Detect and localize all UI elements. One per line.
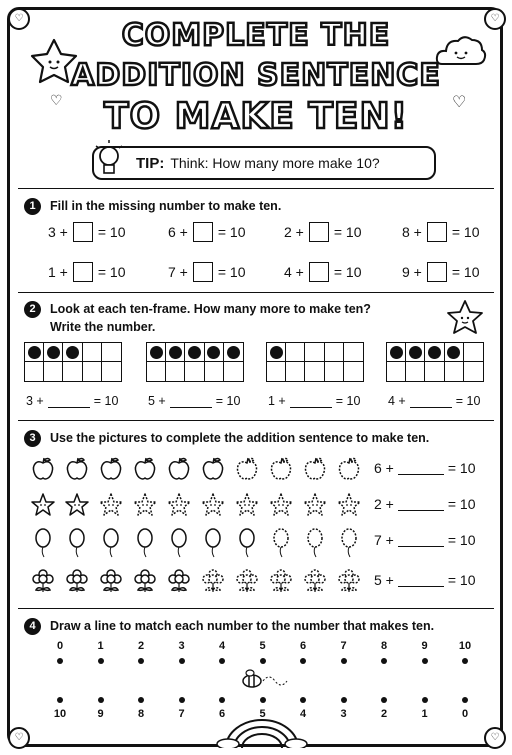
balloon-icon	[98, 528, 124, 554]
equation-left: 3 +	[48, 224, 68, 240]
bee-icon	[236, 668, 296, 692]
counter-dot	[47, 346, 60, 359]
ten-frame-cell	[344, 362, 363, 381]
balloon-icon	[132, 528, 158, 554]
ten-frame-cell	[44, 362, 63, 381]
star-icon	[166, 492, 192, 518]
equation-item	[48, 262, 126, 282]
ten-frame-cell	[83, 362, 102, 381]
equation-right: = 10	[215, 394, 241, 408]
ten-frame-cell	[445, 343, 464, 362]
top-number: 2	[137, 640, 145, 652]
section-divider	[18, 420, 494, 421]
question-number: 1	[24, 198, 41, 215]
top-number: 4	[218, 640, 226, 652]
ten-frame-cell	[267, 343, 286, 362]
match-dot[interactable]	[422, 697, 428, 703]
corner-heart-icon: ♡	[8, 727, 30, 749]
match-dot[interactable]	[138, 697, 144, 703]
ten-frame-cell	[63, 343, 82, 362]
match-dot[interactable]	[260, 658, 266, 664]
match-dot[interactable]	[462, 658, 468, 664]
counter-dot	[150, 346, 163, 359]
equation-item	[168, 222, 246, 242]
ten-frame-cell	[102, 362, 121, 381]
apple-icon	[268, 456, 294, 482]
apple-icon	[302, 456, 328, 482]
flower-icon	[268, 568, 294, 594]
counter-dot	[207, 346, 220, 359]
answer-line[interactable]	[170, 395, 212, 408]
ten-frame-cell	[205, 343, 224, 362]
heart-icon: ♡	[50, 92, 63, 108]
answer-line[interactable]	[48, 395, 90, 408]
bottom-number: 9	[97, 708, 104, 720]
ten-frame-cell	[267, 362, 286, 381]
apple-icon	[336, 456, 362, 482]
ten-frame-cell	[425, 343, 444, 362]
equation-item	[284, 222, 362, 242]
balloon-icon	[336, 528, 362, 554]
answer-box[interactable]	[427, 222, 447, 242]
star-icon	[336, 492, 362, 518]
answer-box[interactable]	[73, 222, 93, 242]
equation-right: = 10	[335, 394, 361, 408]
bottom-number: 2	[380, 708, 388, 720]
match-dot[interactable]	[422, 658, 428, 664]
corner-heart-icon: ♡	[484, 727, 506, 749]
equation-left: 3 +	[26, 394, 44, 408]
match-dot[interactable]	[219, 658, 225, 664]
top-number: 7	[340, 640, 347, 652]
top-number: 3	[178, 640, 185, 652]
equation-left: 6 +	[374, 460, 394, 476]
answer-line[interactable]	[290, 395, 332, 408]
equation-item	[402, 262, 480, 282]
ten-frame-cell	[63, 362, 82, 381]
bottom-number: 0	[461, 708, 469, 720]
counter-dot	[227, 346, 240, 359]
ten-frame-cell	[305, 362, 324, 381]
flower-icon	[200, 568, 226, 594]
title-line-2: ADDITION SENTENCE	[71, 58, 441, 93]
ten-frame	[386, 342, 484, 382]
counter-dot	[409, 346, 422, 359]
star-icon	[302, 492, 328, 518]
counter-dot	[447, 346, 460, 359]
match-dot[interactable]	[260, 697, 266, 703]
title-line-3: TO MAKE TEN!	[103, 96, 409, 137]
ten-frame-cell	[286, 343, 305, 362]
equation-right: = 10	[97, 264, 126, 280]
equation-item	[284, 262, 362, 282]
answer-box[interactable]	[193, 222, 213, 242]
equation-right: = 10	[451, 264, 480, 280]
equation-right: = 10	[451, 224, 480, 240]
equation-item	[268, 394, 360, 408]
smiling-star-icon	[444, 298, 486, 336]
ten-frame-cell	[147, 343, 166, 362]
balloon-icon	[64, 528, 90, 554]
star-icon	[132, 492, 158, 518]
question-number: 4	[24, 618, 41, 635]
answer-box[interactable]	[193, 262, 213, 282]
flower-icon	[98, 568, 124, 594]
ten-frame	[266, 342, 364, 382]
equation-left: 6 +	[168, 224, 188, 240]
question-number: 2	[24, 301, 41, 318]
top-number: 1	[97, 640, 104, 652]
apple-icon	[98, 456, 124, 482]
balloon-icon	[234, 528, 260, 554]
ten-frame-cell	[464, 343, 483, 362]
star-icon	[200, 492, 226, 518]
equation-left: 8 +	[402, 224, 422, 240]
equation-right: = 10	[455, 394, 481, 408]
bottom-number: 10	[53, 708, 67, 720]
ten-frame-cell	[83, 343, 102, 362]
equation-left: 1 +	[48, 264, 68, 280]
equation-left: 2 +	[284, 224, 304, 240]
ten-frame-cell	[425, 362, 444, 381]
answer-box[interactable]	[309, 222, 329, 242]
top-number: 0	[56, 640, 64, 652]
match-dot[interactable]	[300, 658, 306, 664]
equation-left: 5 +	[148, 394, 166, 408]
title-line-1: COMPLETE THE	[121, 18, 391, 53]
ten-frame-cell	[305, 343, 324, 362]
ten-frame-cell	[224, 343, 243, 362]
ten-frame-cell	[387, 362, 406, 381]
answer-line[interactable]	[398, 574, 444, 587]
bottom-number: 7	[178, 708, 185, 720]
apple-icon	[64, 456, 90, 482]
ten-frame-cell	[147, 362, 166, 381]
corner-heart-icon: ♡	[8, 8, 30, 30]
section-divider	[18, 292, 494, 293]
question-instruction: Look at each ten-frame. How many more to make ten?	[50, 302, 371, 316]
counter-dot	[28, 346, 41, 359]
ten-frame-cell	[102, 343, 121, 362]
star-icon	[98, 492, 124, 518]
equation-left: 2 +	[374, 496, 394, 512]
equation-left: 4 +	[284, 264, 304, 280]
answer-line[interactable]	[398, 462, 444, 475]
equation-right: = 10	[93, 394, 119, 408]
flower-icon	[30, 568, 56, 594]
ten-frame-cell	[344, 343, 363, 362]
question-instruction: Write the number.	[50, 320, 156, 334]
equation-item	[374, 496, 476, 512]
equation-left: 9 +	[402, 264, 422, 280]
counter-dot	[428, 346, 441, 359]
top-number: 9	[421, 640, 428, 652]
apple-icon	[166, 456, 192, 482]
equation-right: = 10	[447, 532, 476, 548]
equation-left: 7 +	[374, 532, 394, 548]
flower-icon	[132, 568, 158, 594]
bottom-number: 8	[137, 708, 145, 720]
top-number: 5	[259, 640, 266, 652]
ten-frame	[24, 342, 122, 382]
bottom-number: 5	[259, 708, 266, 720]
corner-heart-icon: ♡	[484, 8, 506, 30]
flower-icon	[166, 568, 192, 594]
ten-frame-cell	[224, 362, 243, 381]
ten-frame-cell	[166, 343, 185, 362]
apple-icon	[234, 456, 260, 482]
ten-frame-cell	[205, 362, 224, 381]
equation-item	[374, 460, 476, 476]
equation-right: = 10	[447, 496, 476, 512]
match-dot[interactable]	[138, 658, 144, 664]
equation-right: = 10	[333, 264, 362, 280]
equation-right: = 10	[447, 460, 476, 476]
ten-frame-cell	[185, 343, 204, 362]
equation-item	[374, 572, 476, 588]
bottom-number: 1	[421, 708, 428, 720]
equation-right: = 10	[217, 264, 246, 280]
balloon-icon	[200, 528, 226, 554]
equation-right: = 10	[333, 224, 362, 240]
star-icon	[64, 492, 90, 518]
equation-right: = 10	[97, 224, 126, 240]
equation-left: 7 +	[168, 264, 188, 280]
answer-line[interactable]	[398, 534, 444, 547]
apple-icon	[200, 456, 226, 482]
ten-frame-cell	[406, 362, 425, 381]
match-dot[interactable]	[179, 697, 185, 703]
flower-icon	[234, 568, 260, 594]
star-icon	[30, 492, 56, 518]
flower-icon	[302, 568, 328, 594]
counter-dot	[270, 346, 283, 359]
section-divider	[18, 188, 494, 189]
bottom-number: 4	[299, 708, 307, 720]
match-dot[interactable]	[219, 697, 225, 703]
equation-item	[148, 394, 240, 408]
equation-right: = 10	[447, 572, 476, 588]
ten-frame-cell	[464, 362, 483, 381]
equation-item	[48, 222, 126, 242]
top-number: 6	[299, 640, 307, 652]
equation-right: = 10	[217, 224, 246, 240]
ten-frame-cell	[185, 362, 204, 381]
counter-dot	[66, 346, 79, 359]
answer-box[interactable]	[427, 262, 447, 282]
match-dot[interactable]	[98, 697, 104, 703]
match-dot[interactable]	[381, 658, 387, 664]
ten-frame-cell	[387, 343, 406, 362]
ten-frame-cell	[325, 362, 344, 381]
balloon-icon	[30, 528, 56, 554]
star-icon	[268, 492, 294, 518]
apple-icon	[132, 456, 158, 482]
ten-frame-cell	[25, 362, 44, 381]
match-dot[interactable]	[462, 697, 468, 703]
match-dot[interactable]	[341, 658, 347, 664]
tip-text: Think: How many more make 10?	[170, 155, 380, 171]
answer-line[interactable]	[410, 395, 452, 408]
equation-item	[168, 262, 246, 282]
heart-icon: ♡	[452, 94, 467, 111]
apple-icon	[30, 456, 56, 482]
ten-frame-cell	[166, 362, 185, 381]
bottom-number: 3	[340, 708, 347, 720]
counter-dot	[169, 346, 182, 359]
ten-frame-cell	[286, 362, 305, 381]
match-dot[interactable]	[300, 697, 306, 703]
answer-line[interactable]	[398, 498, 444, 511]
top-number: 8	[380, 640, 388, 652]
section-divider	[18, 608, 494, 609]
ten-frame-cell	[44, 343, 63, 362]
counter-dot	[188, 346, 201, 359]
flower-icon	[336, 568, 362, 594]
equation-item	[26, 394, 118, 408]
question-instruction: Draw a line to match each number to the number that makes ten.	[50, 619, 435, 633]
answer-box[interactable]	[309, 262, 329, 282]
star-icon	[234, 492, 260, 518]
ten-frame-cell	[25, 343, 44, 362]
tip-label: TIP:	[136, 154, 165, 172]
balloon-icon	[166, 528, 192, 554]
equation-left: 4 +	[388, 394, 406, 408]
match-dot[interactable]	[57, 658, 63, 664]
tip-box	[92, 146, 436, 180]
match-dot[interactable]	[341, 697, 347, 703]
answer-box[interactable]	[73, 262, 93, 282]
counter-dot	[390, 346, 403, 359]
ten-frame-cell	[406, 343, 425, 362]
ten-frame-cell	[325, 343, 344, 362]
match-dot[interactable]	[57, 697, 63, 703]
equation-left: 1 +	[268, 394, 286, 408]
match-dot[interactable]	[381, 697, 387, 703]
equation-item	[374, 532, 476, 548]
flower-icon	[64, 568, 90, 594]
ten-frame	[146, 342, 244, 382]
question-number: 3	[24, 430, 41, 447]
top-number: 10	[458, 640, 472, 652]
balloon-icon	[302, 528, 328, 554]
match-dot[interactable]	[98, 658, 104, 664]
bottom-number: 6	[218, 708, 226, 720]
equation-left: 5 +	[374, 572, 394, 588]
balloon-icon	[268, 528, 294, 554]
equation-item	[402, 222, 480, 242]
equation-item	[388, 394, 480, 408]
match-dot[interactable]	[179, 658, 185, 664]
rainbow-icon	[216, 714, 308, 748]
ten-frame-cell	[445, 362, 464, 381]
question-instruction: Fill in the missing number to make ten.	[50, 199, 282, 213]
question-instruction: Use the pictures to complete the addition sentence to make ten.	[50, 431, 430, 445]
